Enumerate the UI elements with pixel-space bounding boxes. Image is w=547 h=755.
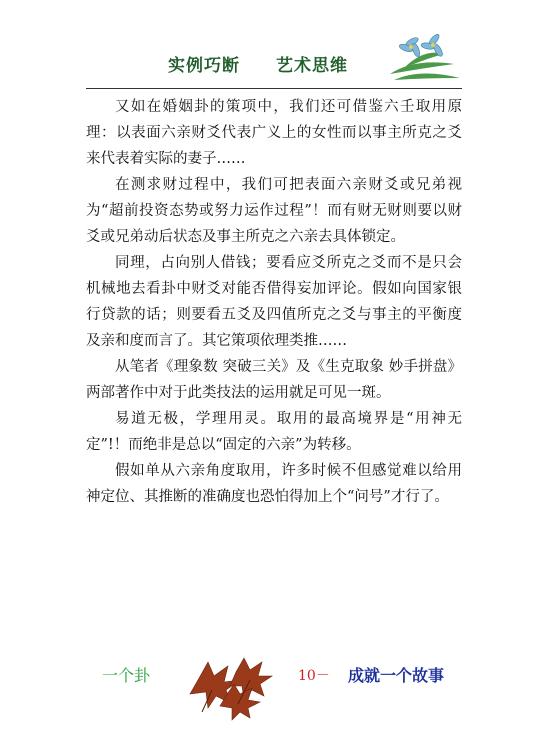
flower-spray-icon bbox=[384, 28, 464, 86]
footer-right-text: 成就一个故事 bbox=[348, 666, 445, 685]
paragraph: 又如在婚姻卦的策项中，我们还可借鉴六壬取用原理：以表面六亲财爻代表广义上的女性而以事主所克之爻来代表着实际的妻子…… bbox=[86, 99, 462, 167]
page-header-title bbox=[168, 51, 348, 76]
footer-left-text: 一个卦 bbox=[102, 666, 151, 685]
paragraph: 假如单从六亲角度取用，许多时候不但感觉难以给用神定位、其推断的准确度也恐怕得加上个“问号”才行了。 bbox=[86, 463, 462, 505]
paragraph: 在测求财过程中，我们可把表面六亲财爻或兄弟视为“超前投资态势或努力运作过程”！而有财无财则要以财爻或兄弟动后状态及事主所克之六亲去具体锁定。 bbox=[86, 177, 462, 245]
page-number: 10－ bbox=[298, 668, 330, 684]
header-divider bbox=[86, 88, 462, 89]
paragraph: 从笔者《理象数 突破三关》及《生克取象 妙手拼盘》两部著作中对于此类技法的运用就足可见一斑。 bbox=[86, 359, 462, 401]
article-body bbox=[86, 94, 462, 510]
header-right-title: 艺术思维 bbox=[276, 56, 348, 76]
paragraph: 易道无极，学理用灵。取用的最高境界是“用神无定”!！而绝非是总以“固定的六亲”为转移。 bbox=[86, 411, 462, 453]
paragraph: 同理，占向别人借钱；要看应爻所克之爻而不是只会机械地去看卦中财爻对能否借得妄加评论。假如向国家银行贷款的话；则要看五爻及四值所克之爻与事主的平衡度及亲和度而言了。其它策项依理类推…… bbox=[86, 255, 462, 349]
autumn-leaves-icon bbox=[178, 650, 288, 722]
header-left-title: 实例巧断 bbox=[168, 56, 240, 76]
